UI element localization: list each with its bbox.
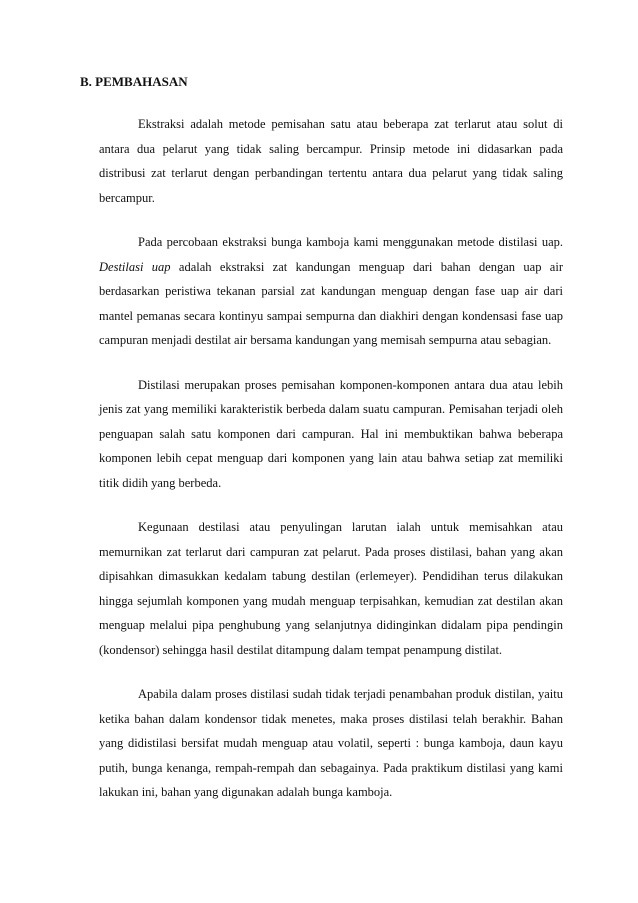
paragraph-distilasi: Distilasi merupakan proses pemisahan komponen-komponen antara dua atau lebih jenis zat yang memiliki karakteristik berbeda dalam suatu campuran. Pemisahan terjadi oleh penguapan salah satu komponen dari campuran. Hal ini membuktikan bahwa beberapa komponen lebih cepat menguap dari komponen yang lain atau bahwa setiap zat memiliki titik didih yang berbeda. xyxy=(99,377,563,490)
paragraph-lead: Pada percobaan ekstraksi bunga kamboja kami menggunakan metode distilasi uap. xyxy=(138,235,563,249)
paragraph-rest: adalah ekstraksi zat kandungan menguap dari bahan dengan uap air berdasarkan peristiwa tekanan parsial zat kandungan menguap dengan fase uap air dari mantel pemanas secara kontinyu sampai sempurna dan diakhiri dengan kondensasi fase uap campuran menjadi destilat air bersama kandungan yang memisah sempurna atau sebagian. xyxy=(99,259,563,347)
paragraph-ekstraksi: Ekstraksi adalah metode pemisahan satu atau beberapa zat terlarut atau solut di antara dua pelarut yang tidak saling bercampur. Prinsip metode ini didasarkan pada distribusi zat terlarut dengan perbandingan tertentu antara dua pelarut yang tidak saling bercampur. xyxy=(99,117,563,205)
paragraph-apabila: Apabila dalam proses distilasi sudah tidak terjadi penambahan produk distilan, yaitu ketika bahan dalam kondensor tidak menetes, maka proses distilasi telah berakhir. Bahan yang didistilasi bersifat mudah menguap atau volatil, seperti : bunga kamboja, daun kayu putih, bunga kenanga, rempah-rempah dan sebagainya. Pada praktikum distilasi yang kami lakukan ini, bahan yang digunakan adalah bunga kamboja. xyxy=(99,687,563,799)
section-body xyxy=(99,112,563,825)
paragraph-kegunaan: Kegunaan destilasi atau penyulingan larutan ialah untuk memisahkan atau memurnikan zat terlarut dari campuran zat pelarut. Pada proses distilasi, bahan yang akan dipisahkan dimasukkan kedalam tabung destilan (erlemeyer). Pendidihan terus dilakukan hingga sejumlah komponen yang mudah menguap terpisahkan, kemudian zat destilan akan menguap melalui pipa penghubung yang selanjutnya didinginkan didalam pipa pendingin (kondensor) sehingga hasil destilat ditampung dalam tempat penampung distilat. xyxy=(99,520,563,657)
section-heading: B. PEMBAHASAN xyxy=(80,74,188,89)
paragraph-destilasi-uap xyxy=(99,230,563,353)
italic-term: Destilasi uap xyxy=(99,259,171,274)
